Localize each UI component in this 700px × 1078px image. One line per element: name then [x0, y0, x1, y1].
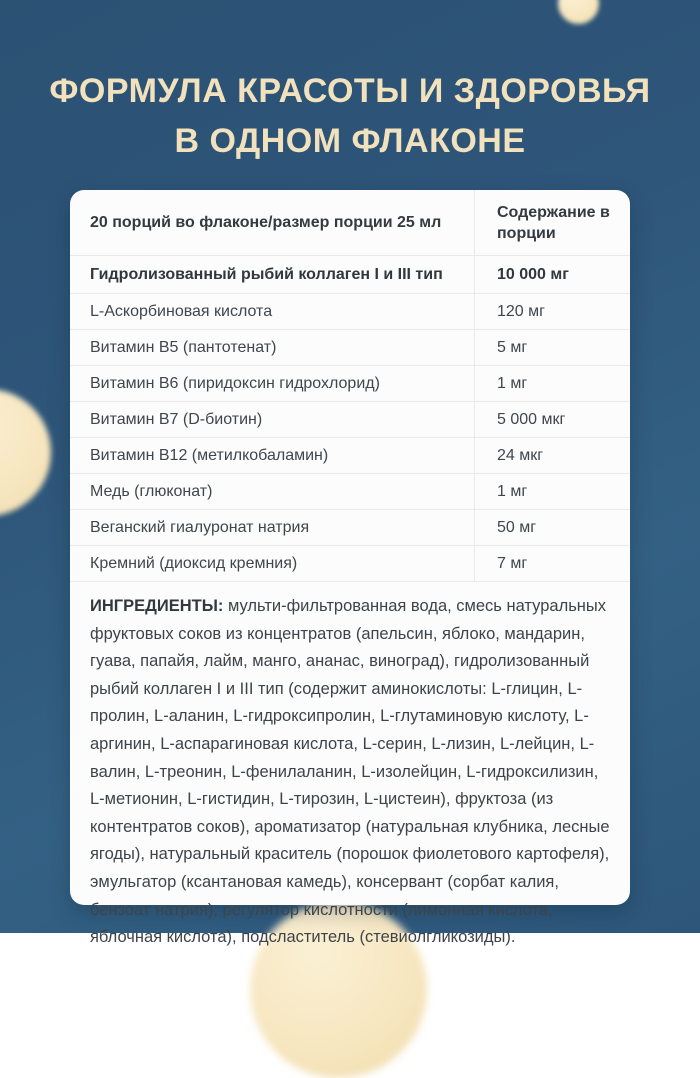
ingredient-name-cell [70, 510, 475, 545]
ingredient-value: 1 мг [497, 374, 528, 392]
header-servings-cell [70, 190, 475, 255]
ingredient-name: Витамин B12 (метилкобаламин) [90, 446, 329, 464]
ingredient-value: 5 000 мкг [497, 410, 566, 428]
table-row [70, 256, 630, 294]
ingredients-label: ИНГРЕДИЕНТЫ: [90, 597, 224, 615]
ingredients-text: мульти-фильтрованная вода, смесь натуральных фруктовых соков из концентратов (апельсин, яблоко, мандарин, гуава, папайя, лайм, манго, ананас, виноград), гидролизованный рыбий коллаген I и III тип (содержит аминокислоты: L-глицин, L-пролин, L-аланин, L-гидроксипролин, L-глутаминовую кислоту, L-аргинин, L-аспарагиновая кислота, L-серин, L-лизин, L-лейцин, L-валин, L-треонин, L-фенилаланин, L-изолейцин, L-гидроксилизин, L-метионин, L-гистидин, L-тирозин, L-цистеин), фруктоза (из контентратов соков), ароматизатор (натуральная клубника, лесные ягоды), натуральный краситель (порошок фиолетового картофеля), эмульгатор (ксантановая камедь), консервант (сорбат калия, бензоат натрия), регулятор кислотности (лимонная кислота, яблочная кислота), подсластитель (стевиолгликозиды). [90, 597, 610, 947]
table-row [70, 546, 630, 582]
ingredient-value-cell [475, 411, 630, 429]
decor-bubble-left [0, 389, 51, 516]
ingredient-value: 120 мг [497, 302, 545, 320]
ingredient-value: 10 000 мг [497, 265, 569, 283]
ingredient-name: Витамин B6 (пиридоксин гидрохлорид) [90, 374, 380, 392]
header-servings-label: 20 порций во флаконе/размер порции 25 мл [90, 214, 442, 231]
ingredient-value: 50 мг [497, 518, 537, 536]
ingredient-value-cell [475, 375, 630, 393]
table-header-row [70, 190, 630, 256]
ingredient-name-cell [70, 438, 475, 473]
ingredient-value-cell [475, 303, 630, 321]
ingredient-value-cell [475, 266, 630, 284]
header-amount-label: Содержание в порции [497, 203, 610, 242]
ingredient-name-cell [70, 546, 475, 581]
page-title [0, 66, 700, 166]
ingredient-name-cell [70, 330, 475, 365]
page-title-line2: В ОДНОМ ФЛАКОНЕ [174, 122, 526, 160]
table-row [70, 474, 630, 510]
ingredient-name: Витамин B7 (D-биотин) [90, 410, 263, 428]
ingredient-value: 24 мкг [497, 446, 544, 464]
supplement-facts-card [70, 190, 630, 947]
ingredient-name-cell [70, 294, 475, 329]
ingredient-name: Веганский гиалуронат натрия [90, 518, 310, 536]
ingredient-name: Гидролизованный рыбий коллаген I и III тип [90, 265, 443, 283]
table-row [70, 510, 630, 546]
ingredient-value: 5 мг [497, 338, 528, 356]
ingredient-value-cell [475, 447, 630, 465]
ingredient-name-cell [70, 366, 475, 401]
page-title-line1: ФОРМУЛА КРАСОТЫ И ЗДОРОВЬЯ [49, 72, 651, 110]
ingredient-value: 7 мг [497, 554, 528, 572]
table-row [70, 402, 630, 438]
ingredient-value-cell [475, 339, 630, 357]
table-row [70, 438, 630, 474]
ingredient-name: Медь (глюконат) [90, 482, 213, 500]
ingredient-value-cell [475, 483, 630, 501]
header-amount-cell [475, 202, 630, 244]
ingredients-paragraph [70, 582, 630, 952]
table-row [70, 330, 630, 366]
ingredient-name-cell [70, 474, 475, 509]
table-row [70, 366, 630, 402]
table-row [70, 294, 630, 330]
ingredient-name-cell [70, 402, 475, 437]
ingredient-name-cell [70, 256, 475, 293]
ingredient-value-cell [475, 519, 630, 537]
ingredient-name: L-Аскорбиновая кислота [90, 302, 273, 320]
ingredient-value-cell [475, 555, 630, 573]
ingredient-name: Витамин B5 (пантотенат) [90, 338, 277, 356]
ingredient-name: Кремний (диоксид кремния) [90, 554, 298, 572]
ingredient-value: 1 мг [497, 482, 528, 500]
decor-bubble-top-right [558, 0, 599, 24]
